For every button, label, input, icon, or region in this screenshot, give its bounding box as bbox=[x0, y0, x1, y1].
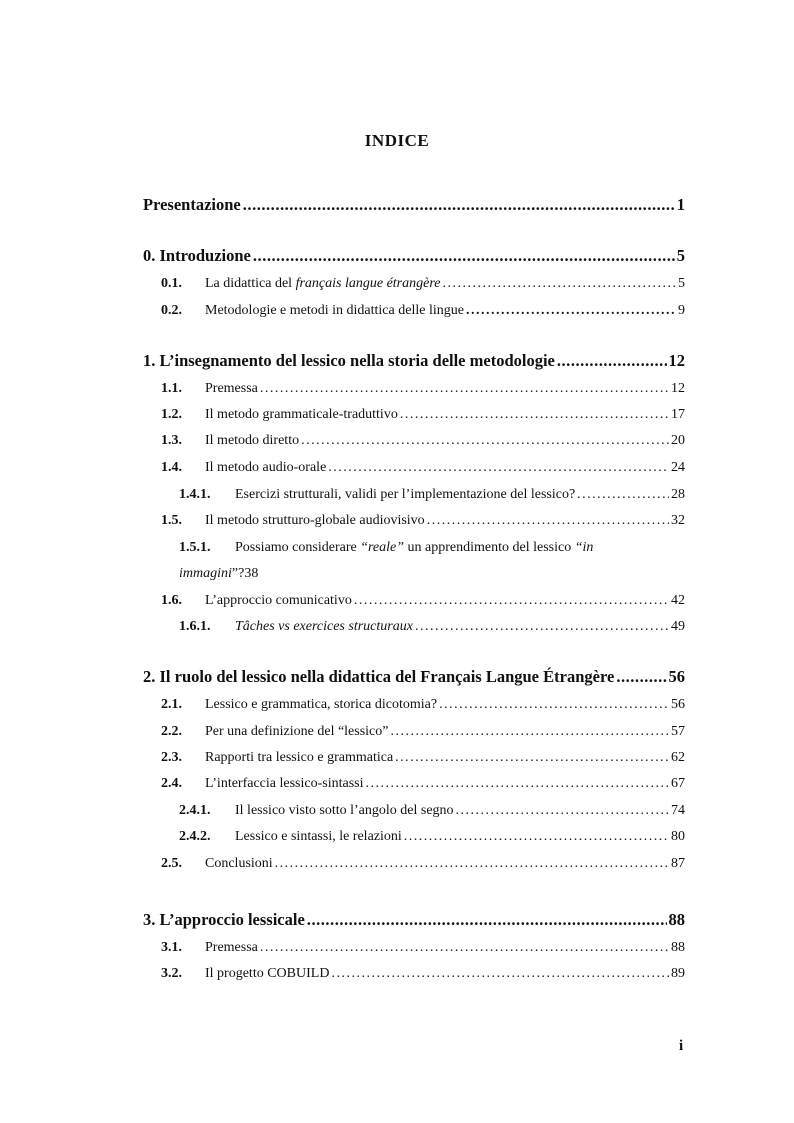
toc-label: Premessa bbox=[205, 381, 258, 396]
toc-number: 1.6.1. bbox=[179, 619, 211, 634]
toc-section[interactable] bbox=[161, 593, 685, 609]
toc-section[interactable] bbox=[161, 856, 685, 872]
toc-number: 1.1. bbox=[161, 381, 182, 396]
toc-page: 17 bbox=[671, 407, 685, 422]
toc-number: 1.6. bbox=[161, 593, 182, 608]
toc-section[interactable] bbox=[161, 513, 685, 529]
toc-leader bbox=[253, 246, 675, 266]
toc-leader bbox=[243, 195, 675, 215]
toc-subsection[interactable] bbox=[179, 487, 685, 503]
toc-label: Lessico e sintassi, le relazioni bbox=[235, 829, 402, 844]
toc-label: La didattica del bbox=[205, 276, 296, 291]
toc-section[interactable] bbox=[161, 697, 685, 713]
toc-section[interactable] bbox=[161, 966, 685, 982]
toc-chapter[interactable] bbox=[143, 246, 685, 266]
toc-number: 2.4.1. bbox=[179, 803, 211, 818]
toc-number: 2.4. bbox=[161, 776, 182, 791]
toc-label: Esercizi strutturali, validi per l’implementazione del lessico? bbox=[235, 487, 576, 502]
page-number: i bbox=[679, 1038, 684, 1054]
toc-number: 2.5. bbox=[161, 856, 182, 871]
toc-label: Metodologie e metodi in didattica delle lingue bbox=[205, 303, 464, 318]
toc-leader bbox=[616, 667, 666, 687]
toc-subsection[interactable] bbox=[179, 803, 685, 819]
toc-label: Presentazione bbox=[143, 195, 241, 214]
toc-leader bbox=[415, 619, 669, 635]
toc-number: 2.1. bbox=[161, 697, 182, 712]
toc-page: 32 bbox=[671, 513, 685, 528]
toc-page: 9 bbox=[678, 303, 685, 318]
toc-label: L’interfaccia lessico-sintassi bbox=[205, 776, 364, 791]
toc-leader bbox=[301, 433, 669, 449]
toc-page: 28 bbox=[671, 487, 685, 502]
toc-leader bbox=[557, 351, 667, 371]
toc-section[interactable] bbox=[161, 460, 685, 476]
toc-leader bbox=[365, 776, 669, 792]
toc-page: 12 bbox=[671, 381, 685, 396]
toc-leader bbox=[439, 697, 669, 713]
toc-number: 3.1. bbox=[161, 940, 182, 955]
toc-label-italic: immagini bbox=[179, 566, 232, 581]
toc-label: Il progetto COBUILD bbox=[205, 966, 330, 981]
toc-leader bbox=[577, 487, 669, 503]
toc-chapter[interactable] bbox=[143, 351, 685, 371]
toc-page: 89 bbox=[671, 966, 685, 981]
toc-page: 56 bbox=[668, 667, 685, 686]
toc-label-italic: Tâches vs exercices structuraux bbox=[235, 619, 413, 634]
toc-label-italic: français langue étrangère bbox=[295, 276, 441, 291]
toc-page: 62 bbox=[671, 750, 685, 765]
toc-page: 87 bbox=[671, 856, 685, 871]
toc-subsection[interactable] bbox=[179, 829, 685, 845]
toc-number: 0.1. bbox=[161, 276, 182, 291]
toc-section[interactable] bbox=[161, 750, 685, 766]
toc-leader bbox=[442, 276, 676, 292]
toc-section[interactable] bbox=[161, 724, 685, 740]
toc-label: Premessa bbox=[205, 940, 258, 955]
toc-page: 38 bbox=[244, 566, 259, 581]
toc-chapter[interactable] bbox=[143, 910, 685, 930]
toc-label: Il metodo strutturo-globale audiovisivo bbox=[205, 513, 425, 528]
toc-leader bbox=[354, 593, 669, 609]
toc-number: 1.2. bbox=[161, 407, 182, 422]
toc-section[interactable] bbox=[161, 776, 685, 792]
toc-leader bbox=[404, 829, 669, 845]
toc-leader bbox=[331, 966, 669, 982]
toc-leader bbox=[390, 724, 669, 740]
toc-label: un apprendimento del lessico bbox=[404, 540, 575, 555]
toc-chapter[interactable] bbox=[143, 195, 685, 215]
toc-label: 3. L’approccio lessicale bbox=[143, 910, 305, 929]
toc-number: 2.3. bbox=[161, 750, 182, 765]
toc-number: 0.2. bbox=[161, 303, 182, 318]
toc-section[interactable] bbox=[161, 303, 685, 319]
toc-page: 88 bbox=[668, 910, 685, 929]
toc-leader bbox=[260, 381, 669, 397]
page-title: INDICE bbox=[364, 131, 430, 150]
toc-number: 1.4.1. bbox=[179, 487, 211, 502]
toc-number: 3.2. bbox=[161, 966, 182, 981]
toc-number: 1.5.1. bbox=[179, 540, 211, 555]
toc-leader bbox=[275, 856, 669, 872]
toc-leader bbox=[395, 750, 669, 766]
toc-label: Il metodo diretto bbox=[205, 433, 300, 448]
toc-page: 56 bbox=[671, 697, 685, 712]
toc-subsection-continued[interactable] bbox=[179, 566, 685, 582]
toc-label: Possiamo considerare bbox=[235, 540, 361, 555]
toc-number: 2.2. bbox=[161, 724, 182, 739]
toc-section[interactable] bbox=[161, 433, 685, 449]
toc-label: 0. Introduzione bbox=[143, 246, 251, 265]
toc-label: ”? bbox=[231, 566, 245, 581]
toc-label: Rapporti tra lessico e grammatica bbox=[205, 750, 394, 765]
toc-number: 1.5. bbox=[161, 513, 182, 528]
toc-label: Conclusioni bbox=[205, 856, 273, 871]
toc-subsection[interactable] bbox=[179, 619, 685, 635]
toc-page: 42 bbox=[671, 593, 685, 608]
toc-page: 80 bbox=[671, 829, 685, 844]
toc-page: 20 bbox=[671, 433, 685, 448]
toc-label-italic: “in bbox=[574, 540, 594, 555]
toc-page: 1 bbox=[676, 195, 685, 214]
toc-section[interactable] bbox=[161, 381, 685, 397]
toc-leader bbox=[466, 303, 676, 319]
toc-number: 1.3. bbox=[161, 433, 182, 448]
toc-label: 2. Il ruolo del lessico nella didattica del Français Langue Étrangère bbox=[143, 667, 615, 686]
toc-number: 1.4. bbox=[161, 460, 182, 475]
toc-leader bbox=[427, 513, 669, 529]
toc-section[interactable] bbox=[161, 407, 685, 423]
toc-label-italic: “reale” bbox=[360, 540, 405, 555]
toc-leader bbox=[260, 940, 669, 956]
toc-page: 12 bbox=[668, 351, 685, 370]
toc-page: 57 bbox=[671, 724, 685, 739]
toc-page: 24 bbox=[671, 460, 685, 475]
toc-page: 5 bbox=[676, 246, 685, 265]
toc-leader bbox=[328, 460, 669, 476]
toc-leader bbox=[307, 910, 667, 930]
toc-leader bbox=[456, 803, 669, 819]
toc-label: Per una definizione del “lessico” bbox=[205, 724, 389, 739]
toc-label: Il lessico visto sotto l’angolo del segno bbox=[235, 803, 454, 818]
toc-page: 74 bbox=[671, 803, 685, 818]
toc-chapter[interactable] bbox=[143, 667, 685, 687]
toc-page: 5 bbox=[678, 276, 685, 291]
toc-page: 88 bbox=[671, 940, 685, 955]
toc-label: 1. L’insegnamento del lessico nella storia delle metodologie bbox=[143, 351, 555, 370]
toc-page: 67 bbox=[671, 776, 685, 791]
toc-section[interactable] bbox=[161, 276, 685, 292]
toc-subsection[interactable] bbox=[179, 540, 685, 556]
toc-label: Il metodo grammaticale-traduttivo bbox=[205, 407, 398, 422]
toc-label: L’approccio comunicativo bbox=[205, 593, 352, 608]
toc-label: Lessico e grammatica, storica dicotomia? bbox=[205, 697, 438, 712]
toc-leader bbox=[400, 407, 669, 423]
toc-page: 49 bbox=[671, 619, 685, 634]
toc-number: 2.4.2. bbox=[179, 829, 211, 844]
toc-label: Il metodo audio-orale bbox=[205, 460, 327, 475]
toc-section[interactable] bbox=[161, 940, 685, 956]
